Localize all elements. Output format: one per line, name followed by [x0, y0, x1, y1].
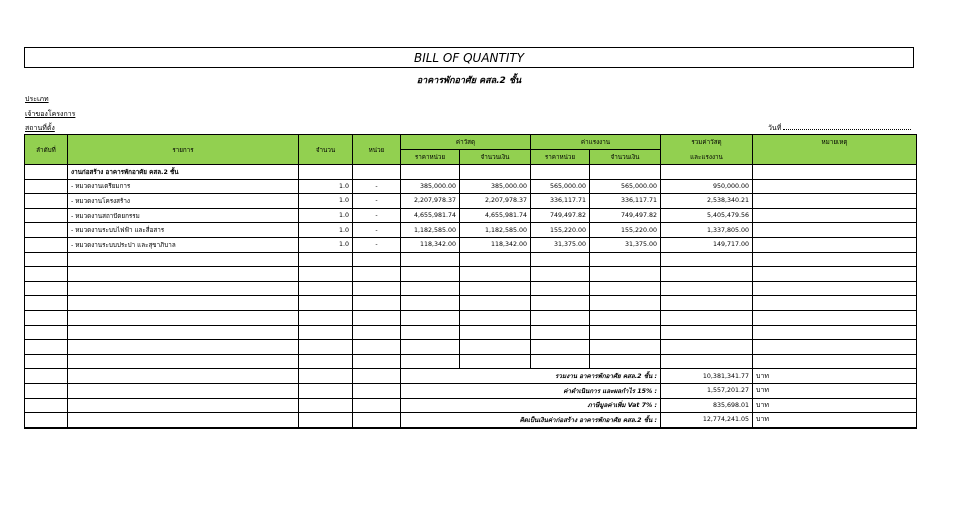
total-value: 1,557,201.27 — [661, 383, 753, 398]
header-remark: หมายเหตุ — [753, 135, 917, 150]
section-title: งานก่อสร้าง อาคารพักอาศัย คสล.2 ชั้น — [68, 165, 299, 180]
item-name: - หมวดงานระบบไฟฟ้า และสื่อสาร — [68, 223, 299, 238]
header-item: รายการ — [68, 135, 299, 165]
total-unit: บาท — [753, 369, 917, 384]
labor-amount: 31,375.00 — [590, 237, 661, 252]
empty-row — [25, 296, 917, 311]
total-value: 10,381,341.77 — [661, 369, 753, 384]
item-name: - หมวดงานโครงสร้าง — [68, 194, 299, 209]
empty-row — [25, 267, 917, 282]
labor-amount: 155,220.00 — [590, 223, 661, 238]
material-unit-price: 385,000.00 — [401, 179, 460, 194]
table-row — [25, 208, 917, 223]
total-unit: บาท — [753, 383, 917, 398]
total-label: คิดเป็นเงินค่าก่อสร้าง อาคารพักอาศัย คสล.2 ชั้น : — [401, 413, 661, 428]
header-material-amount: จำนวนเงิน — [460, 150, 531, 165]
material-unit-price: 118,342.00 — [401, 237, 460, 252]
header-remark-blank — [753, 150, 917, 165]
material-unit-price: 2,207,978.37 — [401, 194, 460, 209]
item-unit: - — [353, 179, 401, 194]
material-amount: 4,655,981.74 — [460, 208, 531, 223]
total-unit: บาท — [753, 413, 917, 428]
boq-table — [24, 134, 917, 429]
table-row — [25, 237, 917, 252]
total-row — [25, 413, 917, 428]
row-total: 950,000.00 — [661, 179, 753, 194]
header-total-bottom: และแรงงาน — [661, 150, 753, 165]
item-qty: 1.0 — [299, 223, 353, 238]
item-unit: - — [353, 223, 401, 238]
empty-row — [25, 340, 917, 355]
table-row — [25, 223, 917, 238]
material-amount: 118,342.00 — [460, 237, 531, 252]
document-subtitle: อาคารพักอาศัย คสล.2 ชั้น — [416, 76, 522, 86]
labor-amount: 749,497.82 — [590, 208, 661, 223]
material-amount: 1,182,585.00 — [460, 223, 531, 238]
meta-date — [768, 123, 911, 134]
material-unit-price: 1,182,585.00 — [401, 223, 460, 238]
header-material-unit-price: ราคาหน่วย — [401, 150, 460, 165]
item-qty: 1.0 — [299, 179, 353, 194]
empty-row — [25, 310, 917, 325]
item-name: - หมวดงานสถาปัตยกรรม — [68, 208, 299, 223]
labor-amount: 336,117.71 — [590, 194, 661, 209]
material-amount: 2,207,978.37 — [460, 194, 531, 209]
row-total: 149,717.00 — [661, 237, 753, 252]
row-total: 1,337,805.00 — [661, 223, 753, 238]
total-row — [25, 383, 917, 398]
material-unit-price: 4,655,981.74 — [401, 208, 460, 223]
item-name: - หมวดงานระบบประปา และสุขาภิบาล — [68, 237, 299, 252]
table-row — [25, 194, 917, 209]
item-qty: 1.0 — [299, 237, 353, 252]
header-total-top: รวมค่าวัสดุ — [661, 135, 753, 150]
header-labor-unit-price: ราคาหน่วย — [531, 150, 590, 165]
date-label: วันที่ — [768, 124, 782, 132]
labor-unit-price: 31,375.00 — [531, 237, 590, 252]
labor-amount: 565,000.00 — [590, 179, 661, 194]
labor-unit-price: 565,000.00 — [531, 179, 590, 194]
labor-unit-price: 336,117.71 — [531, 194, 590, 209]
item-qty: 1.0 — [299, 208, 353, 223]
item-qty: 1.0 — [299, 194, 353, 209]
item-name: - หมวดงานเตรียมการ — [68, 179, 299, 194]
item-unit: - — [353, 237, 401, 252]
meta-owner: เจ้าของโครงการ — [25, 110, 76, 118]
row-total: 5,405,479.56 — [661, 208, 753, 223]
document-title: BILL OF QUANTITY — [24, 47, 914, 68]
meta-location: ประเภท — [25, 95, 49, 103]
total-label: ค่าดำเนินการ และผลกำไร 15% : — [401, 383, 661, 398]
item-unit: - — [353, 208, 401, 223]
empty-row — [25, 281, 917, 296]
total-unit: บาท — [753, 398, 917, 413]
item-unit: - — [353, 194, 401, 209]
total-label: รวมงาน อาคารพักอาศัย คสล.2 ชั้น : — [401, 369, 661, 384]
total-value: 12,774,241.05 — [661, 413, 753, 428]
section-row — [25, 165, 917, 180]
total-value: 835,698.01 — [661, 398, 753, 413]
header-unit: หน่วย — [353, 135, 401, 165]
row-total: 2,538,340.21 — [661, 194, 753, 209]
empty-row — [25, 325, 917, 340]
header-no: ลำดับที่ — [25, 135, 68, 165]
labor-unit-price: 155,220.00 — [531, 223, 590, 238]
table-row — [25, 179, 917, 194]
boq-body — [25, 165, 917, 428]
meta-site: สถานที่ตั้ง — [25, 124, 55, 132]
labor-unit-price: 749,497.82 — [531, 208, 590, 223]
total-row — [25, 369, 917, 384]
empty-row — [25, 354, 917, 369]
material-amount: 385,000.00 — [460, 179, 531, 194]
total-label: ภาษีมูลค่าเพิ่ม Vat 7% : — [401, 398, 661, 413]
date-line — [783, 129, 911, 130]
header-labor-amount: จำนวนเงิน — [590, 150, 661, 165]
header-qty: จำนวน — [299, 135, 353, 165]
header-labor: ค่าแรงงาน — [531, 135, 661, 150]
header-material: ค่าวัสดุ — [401, 135, 531, 150]
empty-row — [25, 252, 917, 267]
total-row — [25, 398, 917, 413]
